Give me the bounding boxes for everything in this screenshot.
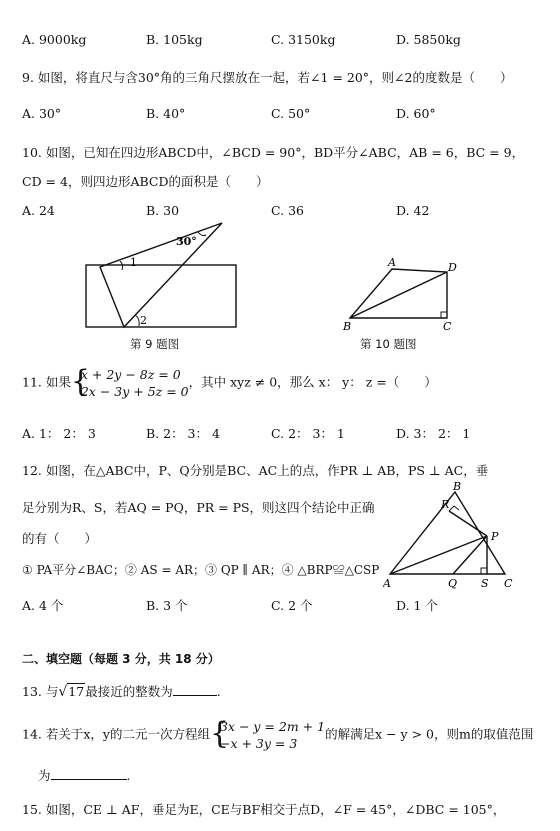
- q13-suffix: 最接近的整数为: [85, 684, 173, 699]
- q11-prefix: 11. 如果: [22, 374, 71, 390]
- q9-option-b: B. 40°: [146, 106, 186, 121]
- q12-line1: 12. 如图，在△ABC中，P、Q分别是BC、AC上的点，作PR ⊥ AB，PS ⊥ AC，垂: [22, 463, 489, 478]
- q11-option-c: C. 2： 3： 1: [271, 426, 345, 441]
- triangle-ruler: [100, 223, 222, 327]
- q8-option-c: C. 3150kg: [271, 32, 336, 47]
- ruler-rectangle: [86, 265, 236, 327]
- fig12-label-a: A: [383, 577, 391, 590]
- fig10-label-b: B: [343, 320, 352, 333]
- fig12-label-s: S: [481, 577, 489, 590]
- q11-equation-system: { x + 2y − 8z = 0 2x − 3y + 5z = 0: [70, 364, 189, 399]
- q9-text: 9. 如图，将直尺与含30°角的三角尺摆放在一起，若∠1 = 20°，则∠2的度数是（ ）: [22, 70, 513, 85]
- segment-pr: [449, 511, 487, 536]
- q12-option-d: D. 1 个: [396, 598, 438, 613]
- q13-prefix: 13. 与: [22, 684, 59, 699]
- q10-line1: 10. 如图，已知在四边形ABCD中，∠BCD = 90°，BD平分∠ABC，AB = 6，BC = 9，: [22, 145, 525, 160]
- q14-eq2: −x + 3y = 3: [219, 736, 298, 751]
- q11-option-a: A. 1： 2： 3: [22, 426, 96, 441]
- q13-answer-blank[interactable]: [173, 695, 217, 696]
- fig10-label-c: C: [443, 320, 452, 333]
- q15-text: 15. 如图，CE ⊥ AF，垂足为E，CE与BF相交于点D，∠F = 45°，∠DBC = 105°，: [22, 802, 506, 817]
- q14-text: [22, 718, 533, 752]
- q10-option-c: C. 36: [271, 203, 304, 218]
- q14-prefix: 14. 若关于x，y的二元一次方程组: [22, 726, 210, 742]
- right-angle-mark-r: [449, 506, 459, 511]
- sqrt-sign: √: [58, 684, 68, 700]
- q9-option-a: A. 30°: [22, 106, 62, 121]
- fig10-label-d: D: [448, 261, 457, 274]
- q10-option-d: D. 42: [396, 203, 430, 218]
- q14-answer-blank[interactable]: [51, 779, 127, 780]
- fig9-label-2: 2: [140, 314, 147, 327]
- fig12-label-r: R: [441, 498, 450, 511]
- angle-30-arc: [198, 232, 206, 236]
- q13-end: .: [216, 684, 221, 699]
- fig9-caption: 第 9 题图: [130, 337, 180, 351]
- angle-2-arc: [135, 315, 139, 326]
- fig9-label-1: 1: [130, 256, 137, 269]
- right-angle-mark-s: [481, 568, 487, 574]
- diagonal-bd: [350, 272, 447, 318]
- q8-option-b: B. 105kg: [146, 32, 203, 47]
- fig12-label-q: Q: [448, 577, 458, 590]
- q9-option-d: D. 60°: [396, 106, 436, 121]
- fig10-caption: 第 10 题图: [360, 337, 417, 351]
- right-angle-mark: [441, 312, 447, 318]
- q12-option-c: C. 2 个: [271, 598, 313, 613]
- q14-line2: [38, 766, 131, 784]
- q14-suffix: 的解满足x − y > 0，则m的取值范围: [325, 726, 534, 742]
- q14-end: .: [126, 768, 131, 783]
- fig12-label-c: C: [504, 577, 513, 590]
- figure-12-diagram: [383, 480, 523, 592]
- q11-suffix: ，其中 xyz ≠ 0，那么 x： y： z =（ ）: [188, 374, 437, 390]
- q11-eq2: 2x − 3y + 5z = 0: [80, 384, 189, 399]
- q14-eq1: 3x − y = 2m + 1: [219, 719, 326, 734]
- q10-option-b: B. 30: [146, 203, 180, 218]
- q8-option-d: D. 5850kg: [396, 32, 461, 47]
- figure-9-diagram: [80, 215, 250, 335]
- q12-line3: 的有（ ）: [22, 531, 98, 546]
- q11-option-d: D. 3： 2： 1: [396, 426, 471, 441]
- q11-option-b: B. 2： 3： 4: [146, 426, 220, 441]
- q10-line2: CD = 4，则四边形ABCD的面积是（ ）: [22, 174, 269, 189]
- figure-10-diagram: [340, 255, 465, 335]
- section-2-title: 二、填空题（每题 3 分，共 18 分）: [22, 652, 220, 666]
- q13-radicand: 17: [68, 684, 85, 699]
- q10-option-a: A. 24: [22, 203, 55, 218]
- fig12-label-p: P: [491, 530, 499, 543]
- q12-option-a: A. 4 个: [22, 598, 64, 613]
- q11-eq1: x + 2y − 8z = 0: [80, 367, 181, 382]
- fig12-label-b: B: [453, 480, 462, 493]
- q12-option-b: B. 3 个: [146, 598, 188, 613]
- fig10-label-a: A: [388, 256, 396, 269]
- q8-option-a: A. 9000kg: [22, 32, 87, 47]
- q12-line2: 足分别为R、S，若AQ = PQ，PR = PS，则这四个结论中正确: [22, 500, 375, 515]
- q14-line2-prefix: 为: [38, 768, 51, 783]
- q13-text: [22, 682, 221, 700]
- q11-text: [22, 366, 437, 400]
- q14-equation-system: { 3x − y = 2m + 1 −x + 3y = 3: [209, 716, 326, 751]
- fig9-angle-label: 30°: [176, 235, 197, 248]
- q12-line4: ① PA平分∠BAC；② AS = AR；③ QP ∥ AR；④ △BRP≌△CSP: [22, 563, 380, 577]
- q9-option-c: C. 50°: [271, 106, 311, 121]
